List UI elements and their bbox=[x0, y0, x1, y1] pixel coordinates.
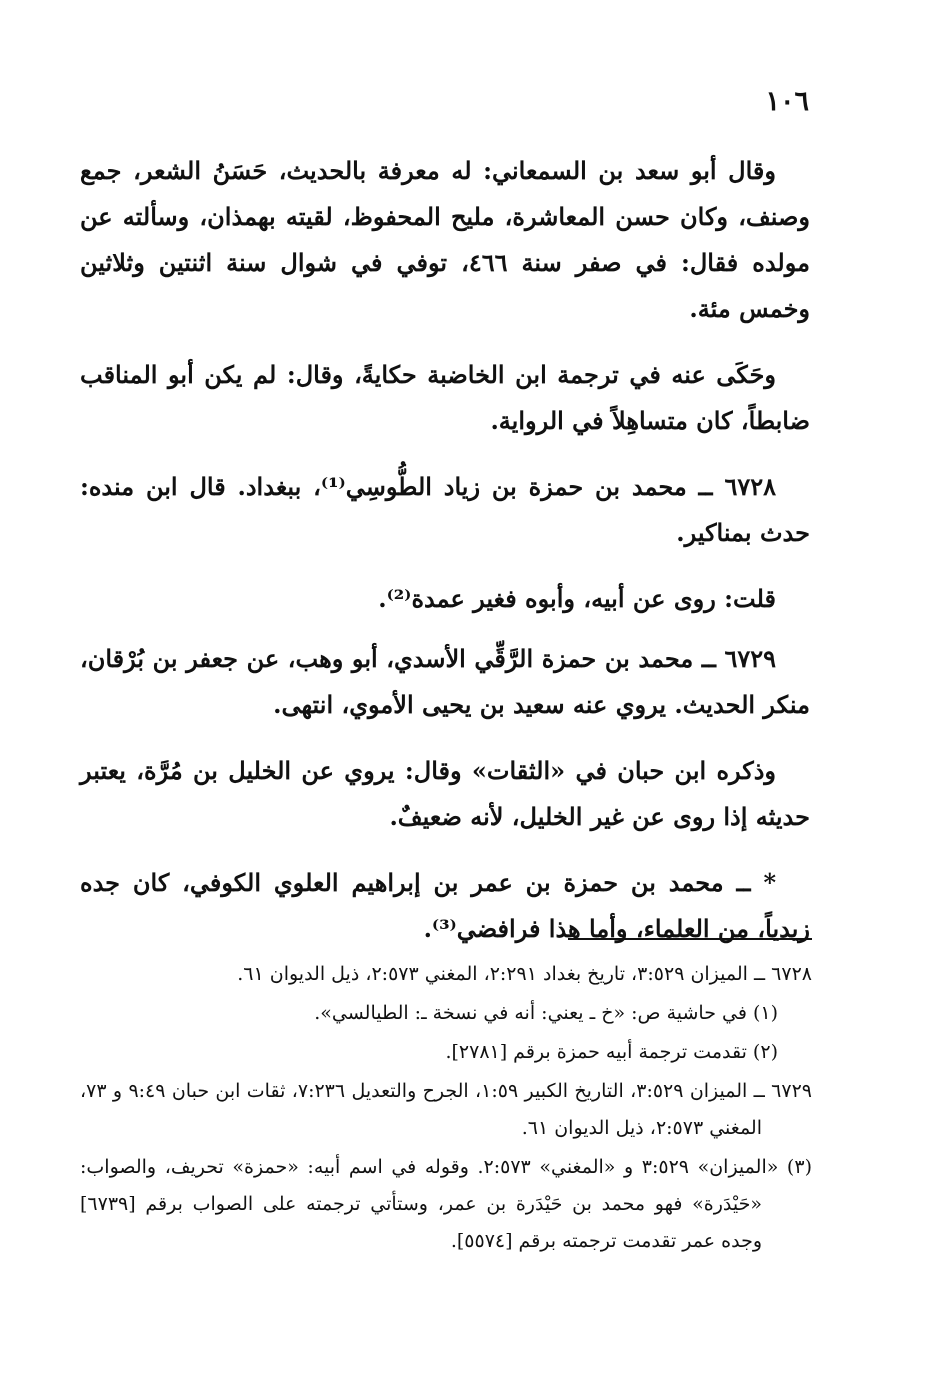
footnote-2: (٢) تقدمت ترجمة أبيه حمزة برقم [٢٧٨١]. bbox=[445, 1041, 778, 1063]
entry-6728: ٦٧٢٨ ــ محمد بن حمزة بن زياد الطُّوسِي⁽¹⁾، ببغداد. قال ابن منده: حدث بمناكير. bbox=[80, 472, 810, 547]
paragraph-ibn-hibban: وذكره ابن حبان في «الثقات» وقال: يروي عن الخليل بن مُرَّة، يعتبر حديثه إذا روى عن غير الخليل، لأنه ضعيفٌ. bbox=[80, 756, 810, 831]
page-number: ١٠٦ bbox=[765, 86, 809, 117]
paragraph-samani: وقال أبو سعد بن السمعاني: له معرفة بالحديث، حَسَنُ الشعر، جمع وصنف، وكان حسن المعاشرة، مليح المحفوظ، لقيته بهمذان، وسألته عن مولده فقال: في صفر سنة ٤٦٦، توفي في شوال سنة اثنتين وثلاثين وخمس مئة. bbox=[80, 156, 810, 323]
footnote-divider bbox=[568, 938, 812, 940]
entry-asterisk: * ــ محمد بن حمزة بن عمر بن إبراهيم العلوي الكوفي، كان جده زيدياً، من العلماء، وأما هذا فرافضي⁽³⁾. bbox=[80, 868, 810, 943]
footnotes bbox=[80, 956, 812, 1262]
paragraph-qultu: قلت: روى عن أبيه، وأبوه فغير عمدة⁽²⁾. bbox=[378, 584, 776, 613]
footnote-1: (١) في حاشية ص: «خ ـ يعني: أنه في نسخة ـ: الطيالسي». bbox=[314, 1002, 778, 1024]
footnote-6728: ٦٧٢٨ ــ الميزان ٣:٥٢٩، تاريخ بغداد ٢:٢٩١، المغني ٢:٥٧٣، ذيل الديوان ٦١. bbox=[237, 963, 812, 985]
paragraph-khadiba: وحَكَى عنه في ترجمة ابن الخاضبة حكايةً، وقال: لم يكن أبو المناقب ضابطاً، كان متساهِلاً في الرواية. bbox=[80, 360, 810, 435]
footnote-6729: ٦٧٢٩ ــ الميزان ٣:٥٢٩، التاريخ الكبير ١:٥٩، الجرح والتعديل ٧:٢٣٦، ثقات ابن حبان ٩:٤٩ و ٧٣، المغني ٢:٥٧٣، ذيل الديوان ٦١. bbox=[80, 1080, 812, 1139]
footnote-3: (٣) «الميزان» ٣:٥٢٩ و «المغني» ٢:٥٧٣. وقوله في اسم أبيه: «حمزة» تحريف، والصواب: «حَيْدَرة» فهو محمد بن حَيْدَرة بن عمر، وستأتي ترجمته على الصواب برقم [٦٧٣٩] وجده عمر تقدمت ترجمته برقم [٥٥٧٤]. bbox=[80, 1156, 812, 1252]
entry-6729: ٦٧٢٩ ــ محمد بن حمزة الرَّقِّي الأسدي، أبو وهب، عن جعفر بن بُرْقان، منكر الحديث. يروي عنه سعيد بن يحيى الأموي، انتهى. bbox=[80, 644, 810, 719]
main-text bbox=[80, 148, 810, 972]
